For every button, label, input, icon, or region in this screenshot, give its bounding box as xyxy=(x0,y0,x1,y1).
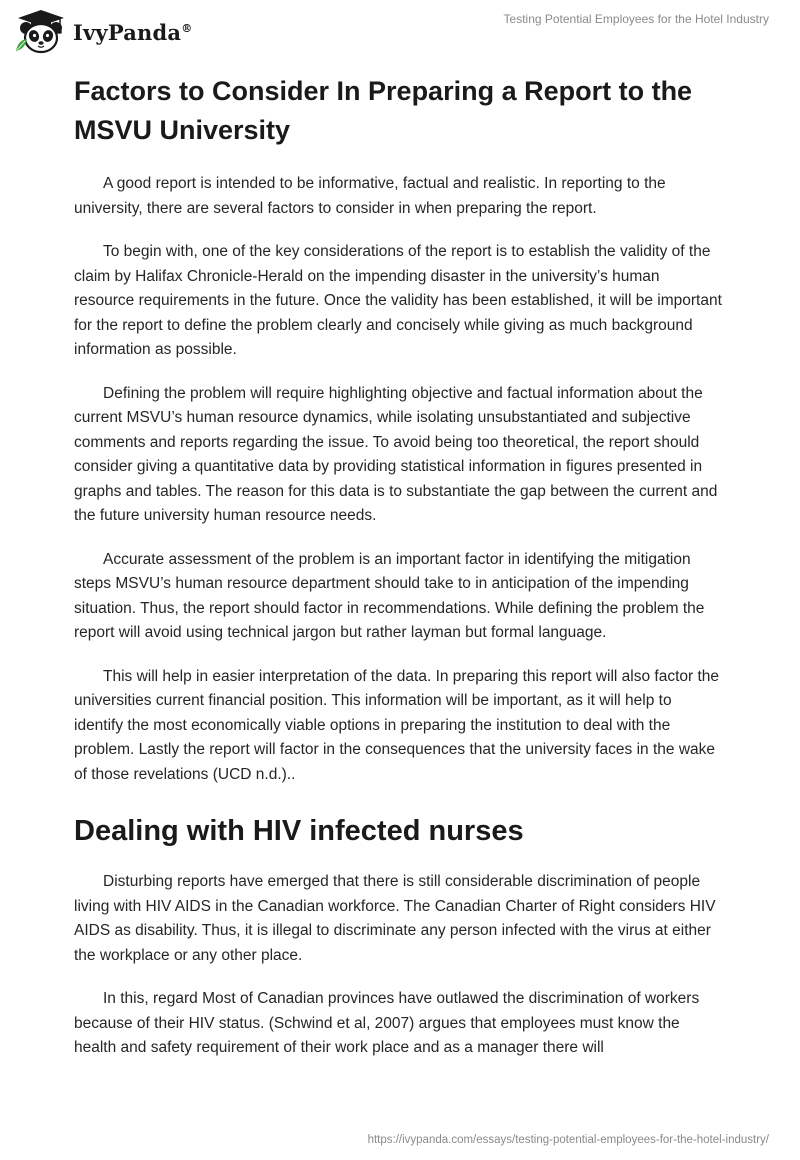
paragraph: Disturbing reports have emerged that there is still considerable discrimination of people living with HIV AIDS in the Canadian workforce. The Canadian Charter of Right considers HIV AIDS as disability. Thus, it is illegal to discriminate any person infected with the virus at either the workplace or any other place. xyxy=(74,873,716,964)
section-heading-hiv-nurses: Dealing with HIV infected nurses xyxy=(74,815,524,847)
document-title: Testing Potential Employees for the Hotel Industry xyxy=(503,12,769,26)
paragraph: A good report is intended to be informative, factual and realistic. In reporting to the university, there are several factors to consider in when preparing the report. xyxy=(74,175,666,217)
paragraph: To begin with, one of the key considerations of the report is to establish the validity of the claim by Halifax Chronicle-Herald on the impending disaster in the university’s human resource requirements in the future. Once the validity has been established, it will be important for the report to define the problem clearly and concisely while giving as much background information as possible. xyxy=(74,243,722,358)
paragraph: Defining the problem will require highlighting objective and factual information about the current MSVU’s human resource dynamics, while isolating unsubstantiated and subjective comments and reports regarding the issue. To avoid being too theoretical, the report should consider giving a quantitative data by providing statistical information in figures presented in graphs and tables. The reason for this data is to substantiate the gap between the current and the future university human resource needs. xyxy=(74,384,718,524)
source-url-link[interactable]: https://ivypanda.com/essays/testing-potential-employees-for-the-hotel-industry/ xyxy=(367,1134,769,1146)
ivypanda-logo[interactable] xyxy=(14,9,192,55)
section-heading-report-factors: Factors to Consider In Preparing a Report to the MSVU University xyxy=(74,76,693,145)
paragraph: Accurate assessment of the problem is an important factor in identifying the mitigation steps MSVU’s human resource department should take to in anticipation of the impending situation. Thus, the report should factor in recommendations. While defining the problem the report will avoid using technical jargon but rather layman but formal language. xyxy=(74,550,705,641)
registered-mark: ® xyxy=(181,21,193,35)
paragraph: In this, regard Most of Canadian provinces have outlawed the discrimination of workers because of their HIV status. (Schwind et al, 2007) argues that employees must know the health and safety requirement of their work place and as a manager there will xyxy=(74,990,700,1056)
page-header xyxy=(0,0,800,60)
article-body xyxy=(74,72,724,1061)
logo-text: IvyPanda® xyxy=(73,19,193,45)
panda-graduate-icon xyxy=(14,9,68,55)
paragraph: This will help in easier interpretation of the data. In preparing this report will also factor the universities current financial position. This information will be important, as it will help to identify the most economically viable options in preparing the institution to deal with the problem. Lastly the report will factor in the consequences that the university faces in the wake of those revelations (UCD n.d.).. xyxy=(74,667,720,783)
